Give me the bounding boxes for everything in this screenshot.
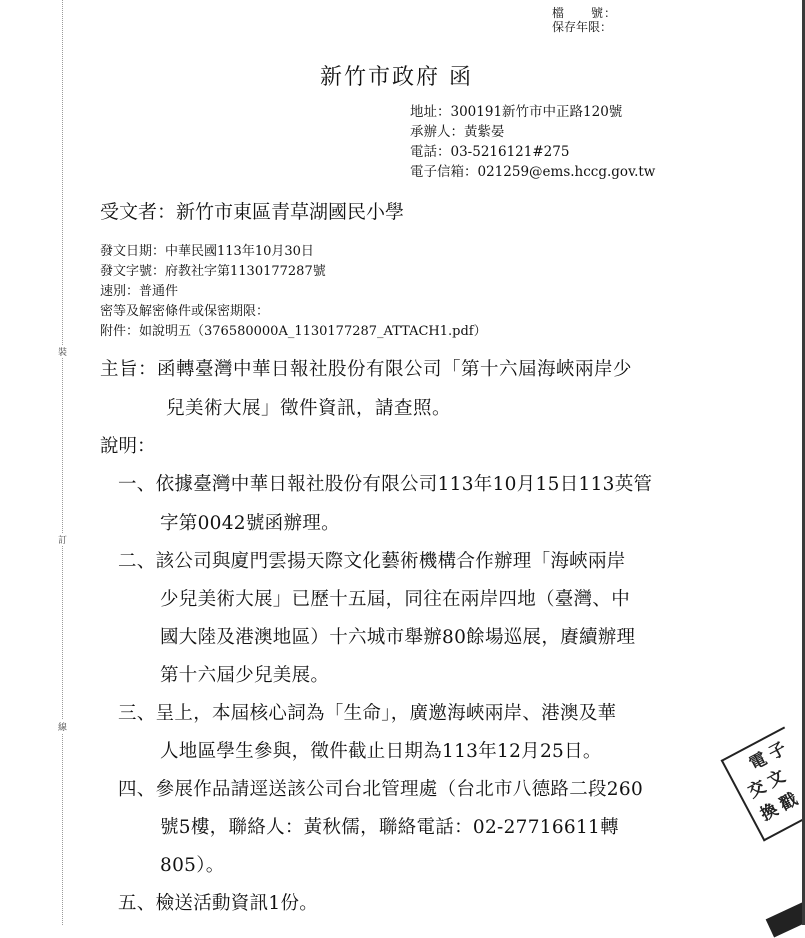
document-title: 新竹市政府 函	[320, 65, 473, 90]
sender-officer: 承辦人：黃紫晏	[410, 124, 505, 140]
attachment: 附件：如說明五（376580000A_1130177287_ATTACH1.pdf）	[100, 324, 487, 339]
binding-mark-xian: 線	[58, 720, 67, 733]
item-5-line-1: 五、檢送活動資訊1份。	[118, 893, 319, 914]
item-4-line-1: 四、參展作品請逕送該公司台北管理處（台北市八德路二段260	[118, 779, 644, 800]
stamp-fragment	[766, 902, 805, 937]
item-2-line-2: 少兒美術大展」已歷十五屆，同往在兩岸四地（臺灣、中	[160, 589, 631, 610]
confidentiality: 密等及解密條件或保密期限：	[100, 304, 270, 319]
item-2-line-1: 二、該公司與廈門雲揚天際文化藝術機構合作辦理「海峽兩岸	[118, 551, 626, 572]
subject-line-1: 主旨：函轉臺灣中華日報社股份有限公司「第十六屆海峽兩岸少	[100, 359, 633, 380]
item-4-line-3: 805）。	[160, 855, 225, 876]
binding-mark-ding: 訂	[58, 533, 67, 546]
item-3-line-1: 三、呈上，本屆核心詞為「生命」，廣邀海峽兩岸、港澳及華	[118, 703, 617, 724]
binding-line	[62, 0, 63, 925]
speed: 速別：普通件	[100, 284, 179, 299]
exchange-stamp	[721, 726, 805, 841]
stamp-char: 戳	[776, 789, 801, 816]
doc-number: 發文字號：府教社字第1130177287號	[100, 264, 326, 279]
item-1-line-2: 字第0042號函辦理。	[160, 513, 340, 534]
file-number-label: 檔 號：	[552, 6, 618, 20]
issue-date: 發文日期：中華民國113年10月30日	[100, 244, 314, 259]
binding-mark-zhuang: 裝	[58, 345, 67, 358]
explanation-label: 說明：	[100, 436, 156, 457]
sender-email: 電子信箱：021259@ems.hccg.gov.tw	[410, 164, 656, 180]
recipient: 受文者：新竹市東區青草湖國民小學	[100, 201, 405, 223]
subject-line-2: 兒美術大展」徵件資訊，請查照。	[166, 398, 452, 419]
retention-label: 保存年限：	[552, 20, 613, 34]
item-4-line-2: 號5樓，聯絡人：黃秋儒，聯絡電話：02-27716611轉	[160, 817, 619, 838]
stamp-char: 交	[744, 776, 770, 803]
stamp-char: 子	[765, 738, 790, 765]
item-1-line-1: 一、依據臺灣中華日報社股份有限公司113年10月15日113英管	[118, 474, 653, 495]
item-2-line-3: 國大陸及港澳地區）十六城市舉辦80餘場巡展，賡續辦理	[160, 627, 636, 648]
sender-phone: 電話：03-5216121#275	[410, 144, 570, 160]
item-3-line-2: 人地區學生參與，徵件截止日期為113年12月25日。	[160, 741, 602, 762]
sender-address: 地址：300191新竹市中正路120號	[410, 104, 623, 120]
item-2-line-4: 第十六屆少兒美展。	[160, 665, 330, 686]
stamp-char: 電	[746, 748, 771, 775]
stamp-char: 換	[757, 799, 782, 826]
stamp-char: 文	[764, 766, 789, 793]
